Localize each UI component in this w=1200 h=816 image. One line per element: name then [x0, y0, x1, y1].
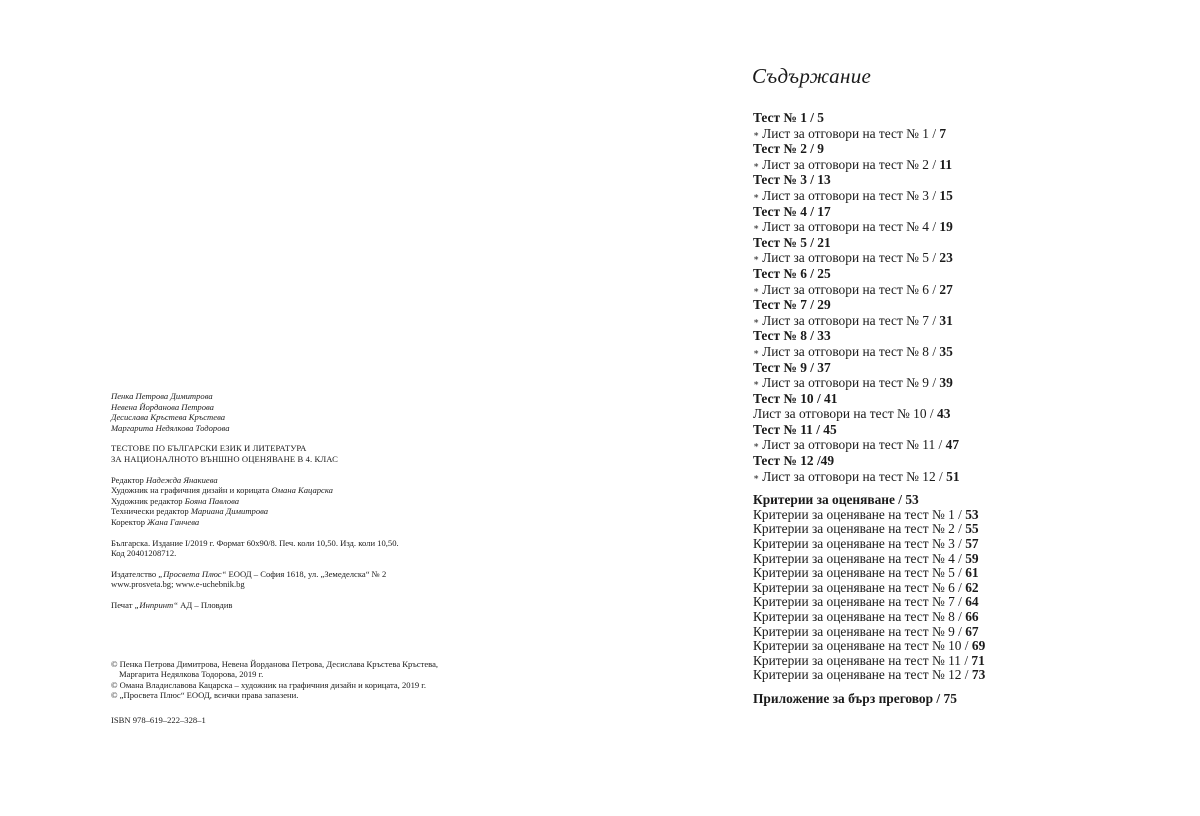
criteria-label: Критерии за оценяване на тест № 7 / [753, 594, 966, 610]
credit-role: Коректор [111, 516, 146, 527]
toc-answer-sheet-entry [753, 375, 1133, 391]
criteria-page: 64 [965, 594, 979, 610]
answer-sheet-label: Лист за отговори на тест № 10 / [753, 406, 937, 422]
edition-info [111, 538, 531, 559]
criteria-list [753, 508, 1133, 683]
bullet-asterisk-icon: ∗ [753, 159, 760, 170]
toc-test-entry: Тест № 12 /49 [753, 453, 835, 469]
toc-answer-sheet-entry [753, 313, 1133, 329]
publisher-websites: www.prosveta.bg; www.e-uchebnik.bg [111, 579, 245, 590]
toc-test-entry: Тест № 3 / 13 [753, 172, 831, 188]
answer-sheet-label: Лист за отговори на тест № 5 / [762, 250, 940, 266]
criteria-label: Критерии за оценяване на тест № 3 / [753, 536, 966, 552]
answer-sheet-label: Лист за отговори на тест № 11 / [762, 437, 946, 453]
book-title [111, 443, 531, 464]
copyright-notice [111, 659, 531, 701]
toc-test-entry: Тест № 10 / 41 [753, 390, 838, 406]
toc-criteria-entry [753, 625, 1133, 640]
table-of-contents [753, 110, 1133, 707]
criteria-page: 67 [965, 623, 979, 639]
book-title-line: ЗА НАЦИОНАЛНОТО ВЪНШНО ОЦЕНЯВАНЕ В 4. КЛАС [111, 453, 338, 464]
credit-line [111, 475, 531, 486]
answer-sheet-page: 23 [939, 250, 953, 266]
answer-sheet-page: 39 [939, 375, 953, 391]
tests-list [753, 110, 1133, 484]
credit-line [111, 485, 531, 496]
toc-answer-sheet-entry [753, 344, 1133, 360]
toc-test-entry: Тест № 9 / 37 [753, 359, 831, 375]
answer-sheet-label: Лист за отговори на тест № 7 / [762, 312, 940, 328]
bullet-asterisk-icon: ∗ [753, 315, 760, 326]
bullet-asterisk-icon: ∗ [753, 128, 760, 139]
criteria-page: 73 [971, 667, 986, 683]
credit-role: Художник редактор [111, 495, 183, 506]
printer-prefix: Печат [111, 599, 135, 610]
answer-sheet-label: Лист за отговори на тест № 6 / [762, 281, 940, 297]
criteria-page: 59 [965, 550, 979, 566]
author-name: Маргарита Недялкова Тодорова [111, 422, 230, 433]
criteria-label: Критерии за оценяване на тест № 12 / [753, 667, 972, 683]
toc-criteria-entry [753, 581, 1133, 596]
bullet-asterisk-icon: ∗ [753, 471, 760, 482]
answer-sheet-page: 7 [939, 125, 947, 141]
spacer [111, 621, 531, 659]
toc-criteria-entry [753, 566, 1133, 581]
criteria-label: Критерии за оценяване на тест № 11 / [753, 652, 972, 668]
author-name: Пенка Петрова Димитрова [111, 391, 213, 401]
toc-test-entry: Тест № 11 / 45 [753, 421, 837, 437]
toc-test-entry: Тест № 4 / 17 [753, 203, 831, 219]
toc-answer-sheet-entry [753, 437, 1133, 453]
toc-answer-sheet-entry [753, 406, 1133, 422]
toc-answer-sheet-entry [753, 188, 1133, 204]
answer-sheet-page: 19 [939, 219, 953, 235]
toc-answer-sheet-entry [753, 282, 1133, 298]
isbn: ISBN 978–619–222–328–1 [111, 714, 206, 725]
spacer [753, 484, 1133, 492]
answer-sheet-page: 47 [945, 437, 960, 453]
criteria-label: Критерии за оценяване на тест № 9 / [753, 623, 966, 639]
toc-answer-sheet-entry [753, 219, 1133, 235]
toc-criteria-entry [753, 610, 1133, 625]
toc-answer-sheet-entry [753, 469, 1133, 485]
toc-answer-sheet-entry [753, 250, 1133, 266]
toc-criteria-entry [753, 552, 1133, 567]
answer-sheet-label: Лист за отговори на тест № 1 / [762, 125, 940, 141]
bullet-asterisk-icon: ∗ [753, 284, 760, 295]
toc-criteria-entry [753, 639, 1133, 654]
author-list [111, 391, 531, 433]
credit-name: Омана Кацарска [271, 485, 333, 496]
author-name: Десислава Кръстева Кръстева [111, 412, 226, 423]
criteria-heading: Критерии за оценяване / 53 [753, 492, 919, 508]
credit-role: Художник на графичния дизайн и корицата [111, 485, 270, 496]
criteria-page: 53 [965, 506, 979, 522]
toc-answer-sheet-entry [753, 126, 1133, 142]
toc-test-entry: Тест № 6 / 25 [753, 265, 831, 281]
copyright-line: © „Просвета Плюс“ ЕООД, всички права запазени. [111, 690, 299, 701]
credit-role: Редактор [111, 474, 144, 485]
toc-criteria-entry [753, 595, 1133, 610]
toc-criteria-entry [753, 654, 1133, 669]
answer-sheet-label: Лист за отговори на тест № 3 / [762, 187, 940, 203]
copyright-line: Маргарита Недялкова Тодорова, 2019 г. [119, 669, 264, 680]
toc-test-entry: Тест № 2 / 9 [753, 141, 825, 157]
criteria-page: 71 [971, 652, 985, 668]
edition-code: Код 20401208712. [111, 548, 177, 559]
answer-sheet-page: 35 [939, 343, 953, 359]
book-title-line: ТЕСТОВЕ ПО БЪЛГАРСКИ ЕЗИК И ЛИТЕРАТУРА [111, 443, 307, 454]
publisher-line [111, 569, 531, 580]
printer-name: „Инпринт“ [134, 599, 179, 610]
author-name: Невена Йорданова Петрова [111, 401, 214, 412]
criteria-page: 69 [971, 638, 986, 654]
criteria-label: Критерии за оценяване на тест № 6 / [753, 579, 966, 595]
printer-info [111, 600, 531, 611]
credits-list [111, 475, 531, 528]
criteria-label: Критерии за оценяване на тест № 1 / [753, 506, 966, 522]
bullet-asterisk-icon: ∗ [753, 378, 760, 389]
credit-line [111, 496, 531, 507]
bullet-asterisk-icon: ∗ [753, 440, 760, 451]
answer-sheet-label: Лист за отговори на тест № 4 / [762, 219, 940, 235]
toc-answer-sheet-entry [753, 157, 1133, 173]
printer-rest: АД – Пловдив [178, 599, 233, 610]
bullet-asterisk-icon: ∗ [753, 346, 760, 357]
toc-test-entry: Тест № 1 / 5 [753, 110, 825, 125]
answer-sheet-label: Лист за отговори на тест № 12 / [762, 468, 947, 484]
appendix-entry: Приложение за бърз преговор / 75 [753, 690, 957, 706]
answer-sheet-label: Лист за отговори на тест № 9 / [762, 375, 940, 391]
spacer [753, 683, 1133, 691]
answer-sheet-page: 15 [939, 187, 953, 203]
toc-title: Съдържание [752, 64, 872, 88]
answer-sheet-page: 11 [939, 156, 953, 172]
bullet-asterisk-icon: ∗ [753, 222, 760, 233]
credit-line [111, 517, 531, 528]
answer-sheet-page: 27 [939, 281, 953, 297]
printer-line [111, 600, 531, 611]
toc-criteria-entry [753, 508, 1133, 523]
answer-sheet-label: Лист за отговори на тест № 2 / [762, 156, 940, 172]
toc-test-entry: Тест № 8 / 33 [753, 328, 831, 344]
credit-line [111, 506, 531, 517]
criteria-label: Критерии за оценяване на тест № 10 / [753, 638, 972, 654]
criteria-label: Критерии за оценяване на тест № 8 / [753, 609, 966, 624]
answer-sheet-label: Лист за отговори на тест № 8 / [762, 343, 940, 359]
colophon [111, 391, 531, 725]
criteria-page: 61 [965, 565, 979, 581]
criteria-page: 55 [965, 521, 979, 537]
criteria-page: 57 [965, 536, 979, 552]
bullet-asterisk-icon: ∗ [753, 253, 760, 264]
criteria-label: Критерии за оценяване на тест № 5 / [753, 565, 966, 581]
answer-sheet-page: 43 [937, 406, 951, 422]
publisher-name: „Просвета Плюс“ [158, 568, 227, 579]
credit-name: Мариана Димитрова [190, 506, 269, 517]
toc-criteria-entry [753, 668, 1133, 683]
publisher-info [111, 569, 531, 590]
criteria-label: Критерии за оценяване на тест № 4 / [753, 550, 966, 566]
criteria-page: 66 [965, 609, 979, 624]
credit-name: Бояна Павлова [184, 495, 240, 506]
publisher-prefix: Издателство [111, 568, 159, 579]
credit-role: Технически редактор [111, 506, 189, 517]
credit-name: Жана Ганчева [147, 516, 200, 527]
edition-line: Българска. Издание I/2019 г. Формат 60х90/8. Печ. коли 10,50. Изд. коли 10,50. [111, 537, 399, 548]
toc-criteria-entry [753, 537, 1133, 552]
criteria-label: Критерии за оценяване на тест № 2 / [753, 521, 966, 537]
criteria-page: 62 [965, 579, 979, 595]
answer-sheet-page: 31 [939, 312, 953, 328]
bullet-asterisk-icon: ∗ [753, 190, 760, 201]
answer-sheet-page: 51 [946, 468, 960, 484]
copyright-line: © Пенка Петрова Димитрова, Невена Йорданова Петрова, Десислава Кръстева Кръстева, [111, 658, 439, 669]
toc-test-entry: Тест № 7 / 29 [753, 297, 831, 313]
toc-criteria-entry [753, 522, 1133, 537]
publisher-address: ЕООД – София 1618, ул. „Земеделска“ № 2 [226, 568, 387, 579]
credit-name: Надежда Янакиева [146, 474, 218, 485]
toc-test-entry: Тест № 5 / 21 [753, 234, 831, 250]
copyright-line: © Омана Владиславова Кацарска – художник на графичния дизайн и корицата, 2019 г. [111, 679, 427, 690]
